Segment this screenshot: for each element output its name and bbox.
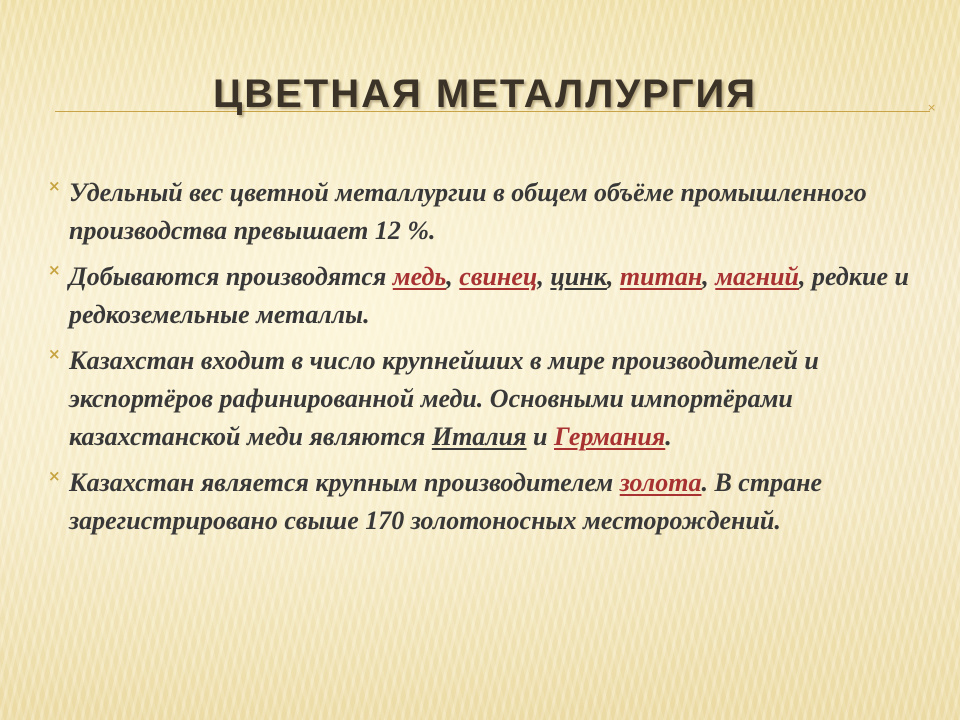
bullet-text: Добываются производятся [69,262,393,291]
link-gold[interactable]: золота [619,468,702,497]
separator: , [702,262,716,291]
title-rule-end-x-icon: × [927,101,937,114]
slide-title: ЦВЕТНАЯ МЕТАЛЛУРГИЯ [213,72,758,116]
link-lead[interactable]: свинец [459,262,538,291]
x-bullet-icon: × [48,261,61,279]
conjunction: и [526,422,554,451]
bullet-text-tail: . [665,422,672,451]
link-italy[interactable]: Италия [431,422,527,451]
x-bullet-icon: × [48,177,61,195]
link-titanium[interactable]: титан [619,262,703,291]
bullet-text: Удельный вес цветной металлургии в общем объёме промышленного производства превышает 12 %. [69,178,867,245]
bullet-text: Казахстан является крупным производителем [69,468,620,497]
link-germany[interactable]: Германия [553,422,666,451]
bullet-item-copper-export [48,342,928,456]
bullet-text-tail: , редкие и редкоземельные металлы. [69,262,909,329]
link-magnesium[interactable]: магний [715,262,800,291]
link-copper[interactable]: медь [392,262,447,291]
bullet-item-metals [48,258,928,334]
link-zinc[interactable]: цинк [550,262,607,291]
x-bullet-icon: × [48,345,61,363]
bullet-item-gold [48,464,928,540]
bullet-text-tail: . В стране зарегистрировано свыше 170 золотоносных месторождений. [69,468,823,535]
separator: , [537,262,551,291]
bullet-list [48,174,928,548]
bullet-text: Казахстан входит в число крупнейших в мире производителей и экспортёров рафинированной меди. Основными импортёрами казахстанской меди являются [69,346,819,451]
x-bullet-icon: × [48,467,61,485]
separator: , [446,262,460,291]
separator: , [606,262,620,291]
bullet-item-share [48,174,928,250]
